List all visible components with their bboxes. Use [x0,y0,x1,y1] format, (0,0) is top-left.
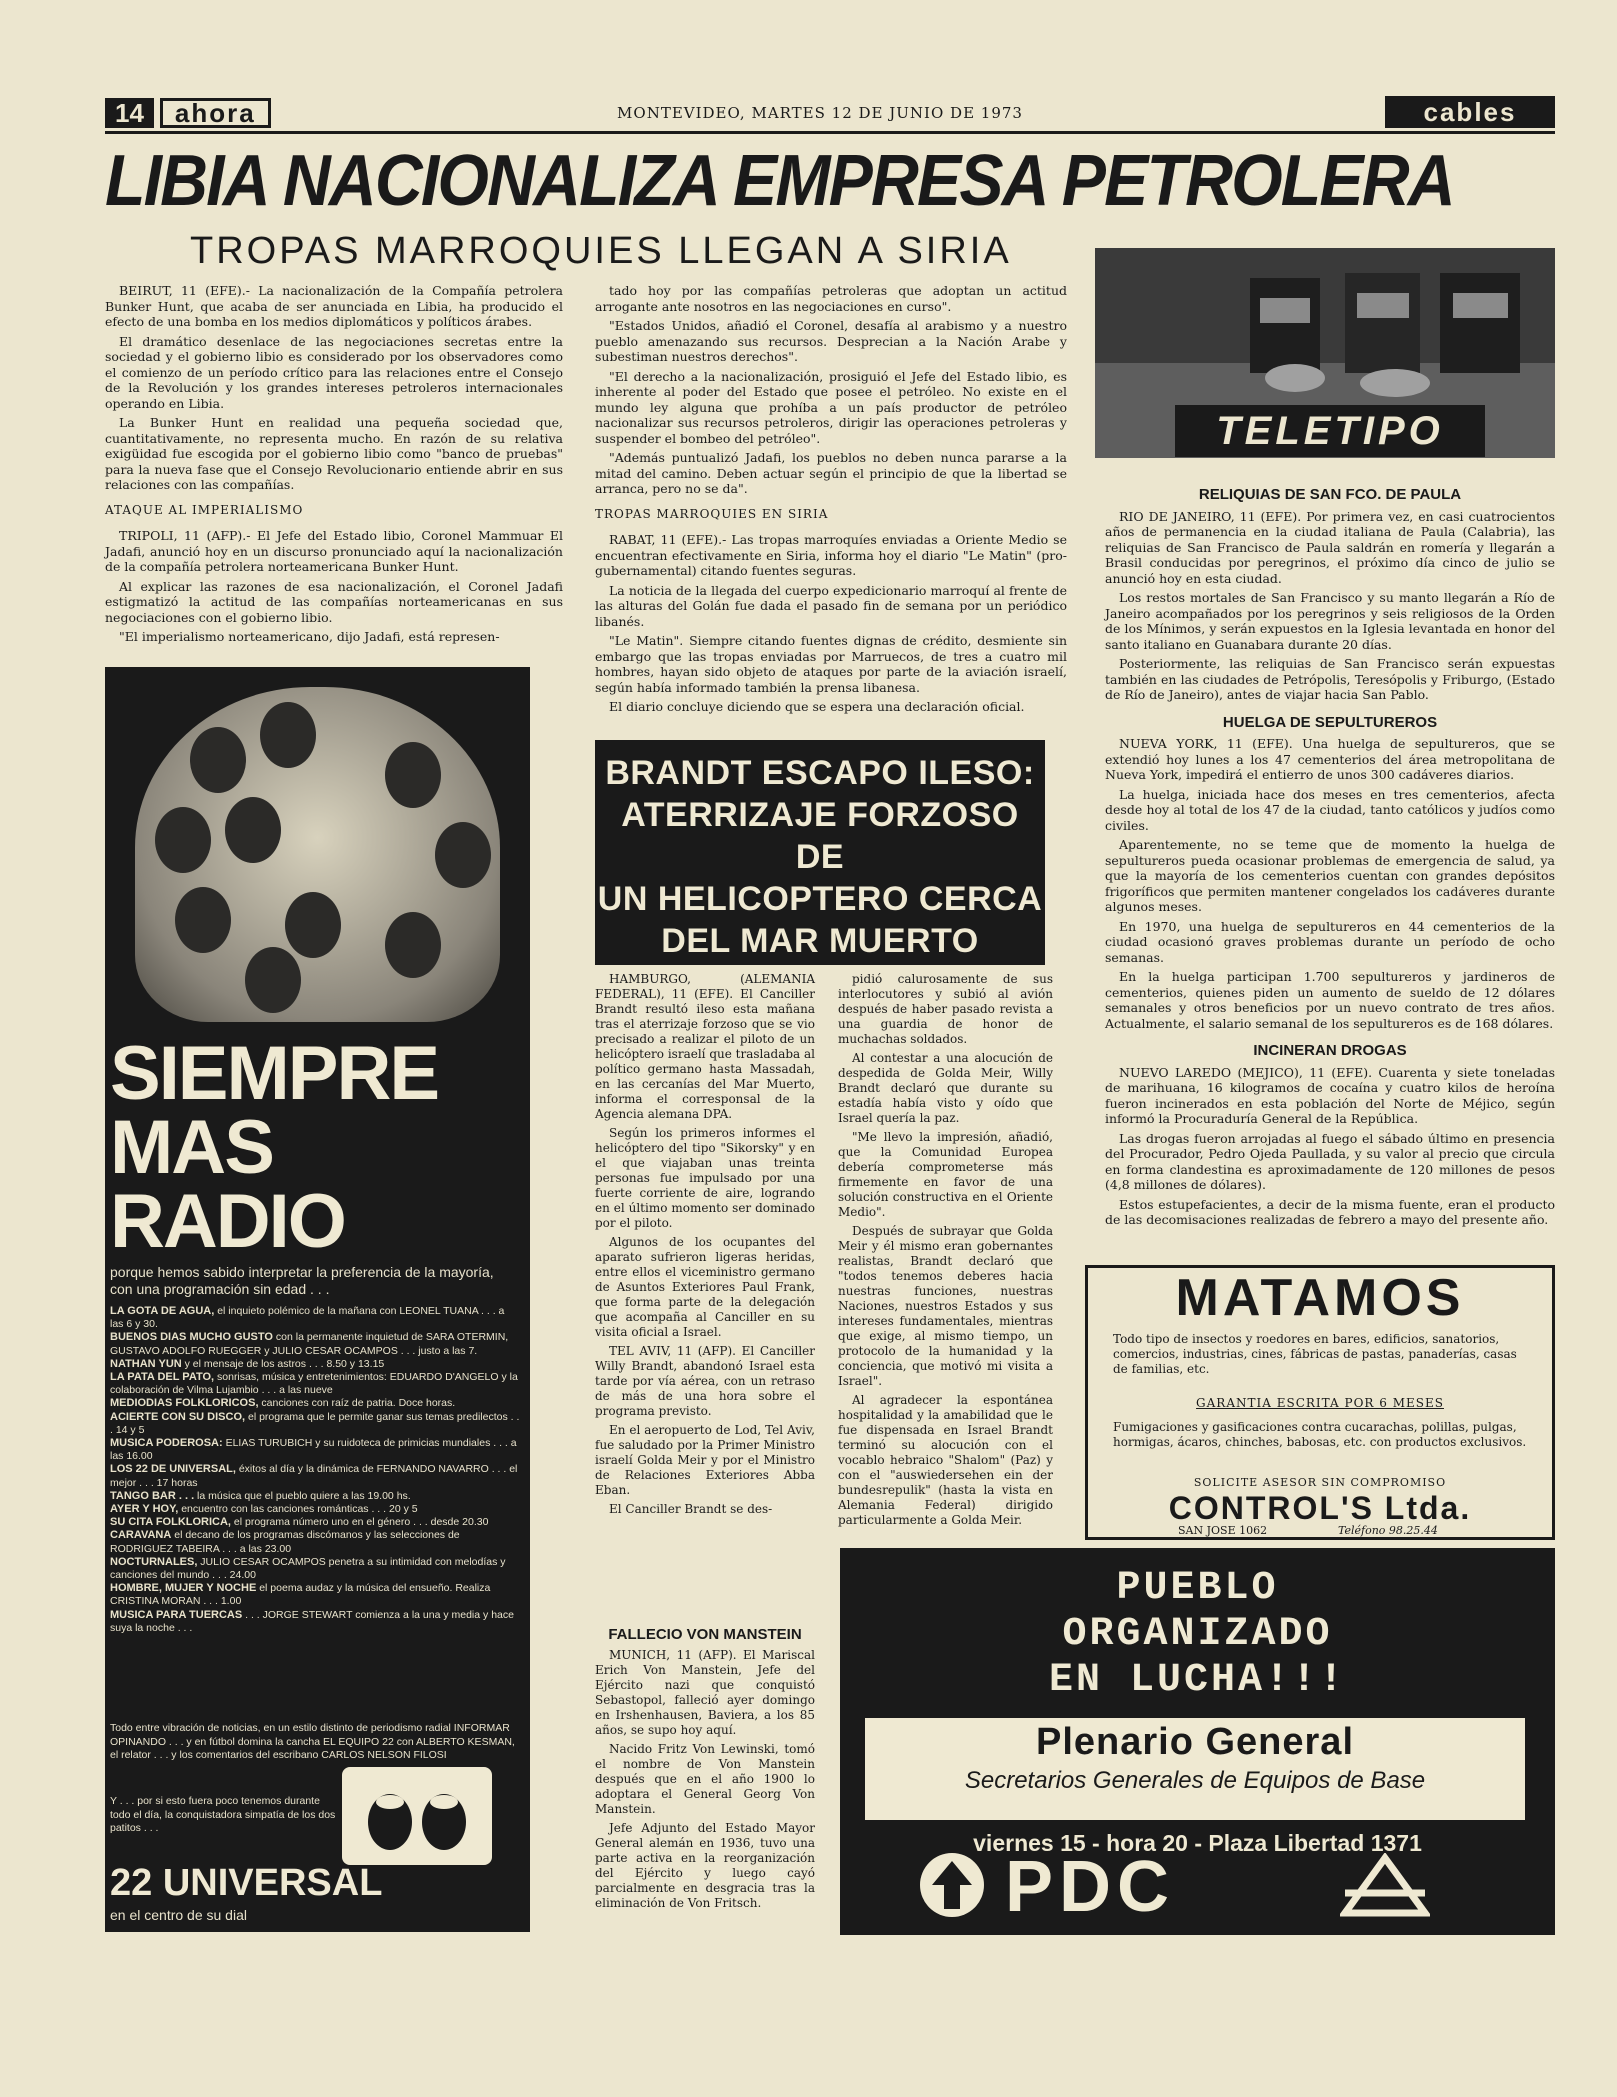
reliquias-heading: RELIQUIAS DE SAN FCO. DE PAULA [1198,486,1462,503]
radio-program-item [110,1305,520,1331]
radio-program-desc: encuentro con las canciones románticas . . . 20 y 5 [178,1503,418,1516]
subheading: TROPAS MARROQUIES EN SIRIA [595,506,829,521]
radio-program-desc: con la permanente inquietud de SARA OTERMIN, GUSTAVO ADOLFO RUEGGER y JULIO CESAR OCAMPOS . . . justo a las 7. [110,1331,509,1357]
article-col3 [1105,475,1555,1232]
radio-program-desc: ELIAS TURUBICH y su ruidoteca de primicias mundiales . . . a las 16.00 [110,1437,517,1463]
radio-program-desc: y el mensaje de los astros . . . 8.50 y 13.15 [181,1357,385,1370]
radio-program-item [110,1331,520,1357]
paragraph: Nacido Fritz Von Lewinski, tomó el nombre de Von Manstein después que en el año 1900 lo adoptara el General Georg Von Manstein. [595,1742,815,1816]
matamos-phone: Teléfono 98.25.44 [1338,1524,1438,1537]
paragraph: En el aeropuerto de Lod, Tel Aviv, fue saludado por la Primer Ministro israelí Golda Meir y por el Ministro de Relaciones Exteriores Abba Eban. [595,1423,815,1497]
paragraph: "Le Matin". Siempre citando fuentes dignas de crédito, desmiente sin embargo que las tropas enviadas por Marruecos, de tres a cuatro mil hombres, hayan sido objeto de ataques por parte de la aviación israelí, según había informado también la prensa libanesa. [595,633,1067,695]
radio-program-item [110,1371,520,1397]
radio-program-name: NATHAN YUN [110,1357,182,1370]
plenario-subtitle: Secretarios Generales de Equipos de Base [964,1767,1426,1794]
radio-program-name: MUSICA PODEROSA: [110,1437,223,1450]
brandt-article-col1 [595,972,815,1521]
paragraph: "El imperialismo norteamericano, dijo Jadafi, está represen- [119,629,500,644]
paragraph: HAMBURGO, (ALEMANIA FEDERAL), 11 (EFE). El Canciller Brandt resultó ileso esta mañana tras el aterrizaje forzoso que se vio precisado a realizar el piloto de un helicóptero israelí que trasladaba al político germano hasta Massadah, en las cercanías del Mar Muerto, informa el corresponsal de la Agencia alemana DPA. [595,972,815,1121]
paragraph: La Bunker Hunt en realidad una pequeña sociedad que, cuantitativamente, no representa mucho. En razón de su relativa exigüidad fue escogida por el gobierno libio como "banco de pruebas" para la nueva fase que el Consejo Revolucionario entiende abrir en sus relaciones con las compañías. [105,415,563,492]
paragraph: Aparentemente, no se teme que de momento la huelga de sepultureros pueda ocasionar problemas de emergencia de salud, ya que la mayoría de los cementerios cuentan con grandes depósitos frigoríficos que permiten mantener congelados los cadáveres durante algunos meses. [1105,837,1555,914]
radio-program-desc: . . . JORGE STEWART comienza a la una y media y hace suya la noche . . . [110,1608,514,1634]
radio-slogan: SIEMPRE MAS RADIO [110,1031,439,1264]
radio-program-item [110,1529,520,1555]
radio-intro: porque hemos sabido interpretar la preferencia de la mayoría, con una programación sin edad . . . [110,1264,494,1297]
radio-program-name: HOMBRE, MUJER Y NOCHE [110,1582,257,1595]
radio-program-item [110,1397,520,1410]
paragraph: Jefe Adjunto del Estado Mayor General alemán en 1936, tuvo una parte activa en la reorganización del Ejército y luego cayó parcialmente en desgracia tras la eliminación de Von Fritsch. [595,1821,815,1910]
radio-program-name: MUSICA PARA TUERCAS [110,1608,243,1621]
radio-program-desc: la música que el pueblo quiere a las 19.00 hs. [194,1489,411,1502]
paragraph: Estos estupefacientes, a decir de la misma fuente, eran el producto de las decomisaciones realizadas de febrero a mayo del presente año. [1105,1196,1555,1227]
brand-logo: ahora [160,98,271,128]
radio-program-desc: JULIO CESAR OCAMPOS penetra a su intimidad con melodías y canciones del mundo . . . 24.00 [110,1555,506,1582]
paragraph: "Estados Unidos, añadió el Coronel, desafía al arabismo y a nuestro pueblo amenazando sus recursos. Desprecian a la Nación Arabe y subestiman nuestros derechos". [595,318,1067,364]
paragraph: NUEVO LAREDO (MEJICO), 11 (EFE). Cuarenta y siete toneladas de marihuana, 16 kilogramos de cocaína y cuatro kilos de heroína fueron incinerados en esta población del Norte de Méjico, según informó la Procuraduría General de la República. [1105,1064,1555,1126]
paragraph: Las drogas fueron arrojadas al fuego el sábado último en presencia del Procurador, Pedro Ojeda Paullada, y su valor al precio que circula en forma clandestina es aproximadamente de 120 millones de pesos (4,8 millones de dólares). [1105,1130,1555,1192]
paragraph: En 1970, una huelga de sepultureros en 44 cementerios de la ciudad ocasionó graves problemas durante un período de ocho semanas. [1105,918,1555,965]
radio-program-name: CARAVANA [110,1529,172,1542]
radio-program-item [110,1516,520,1529]
paragraph: MUNICH, 11 (AFP). El Mariscal Erich Von Manstein, Jefe del Ejército nazi que conquistó Sebastopol, falleció ayer domingo en Irshenhausen, Baviera, a los 85 años, se supo hoy aquí. [595,1648,815,1737]
subheadline: TROPAS MARROQUIES LLEGAN A SIRIA [190,230,1012,272]
paragraph: Después de subrayar que Golda Meir y él mismo eran gobernantes realistas, Brandt declaró que "todos tenemos deberes hacia nuestras funciones, nuestras Naciones, nuestros Estados y sus intereses fundamentales, mientras que exige, al mismo tiempo, un protocolo de la humanidad y la conciencia, que motivó mi visita a Israel". [838,1224,1053,1388]
paragraph: El dramático desenlace de las negociaciones secretas entre la sociedad y el gobierno libio es considerado por los observadores como el comienzo de un período crítico para las relaciones entre el Consejo de la Revolución y los grandes intereses petroleros internacionales operando en Libia. [105,333,563,411]
article-libia-col2 [595,283,1067,719]
radio-program-name: ACIERTE CON SU DISCO, [110,1410,246,1423]
paragraph: TRIPOLI, 11 (AFP).- El Jefe del Estado libio, Coronel Mammuar El Jadafi, anunció hoy en un discurso pronunciado aquí la nacionalización de la compañía petrolera norteamericana Bunker Hunt. [105,528,563,574]
manstein-heading: FALLECIO VON MANSTEIN [608,1626,802,1643]
radio-program-name: MEDIODIAS FOLKLORICOS, [110,1397,259,1410]
radio-universal-ad [105,667,530,1932]
paragraph: RIO DE JANEIRO, 11 (EFE). Por primera vez, en casi cuatrocientos años de permanencia en la ciudad italiana de Paula (Calabria), las reliquias de San Francisco de Paula saldrán en romería y llegarán a Brasil conducidas por peregrinos, el próximo día cinco de julio se anunció hoy en esta ciudad. [1105,508,1555,586]
paragraph: tado hoy por las compañías petroleras que adoptan un actitud arrogante ante nosotros en las negociaciones en curso". [595,283,1067,314]
matamos-company: CONTROL'S Ltda. [1168,1490,1472,1526]
radio-footer-text: Todo entre vibración de noticias, en un estilo distinto de periodismo radial INFORMAR OPINANDO . . . y en fútbol domina la cancha EL EQUIPO 22 con ALBERTO KESMAN, el relator . . . y los comentarios del escribano CARLOS NELSON FILOSI [110,1722,515,1761]
teletipo-label: TELETIPO [1175,405,1485,457]
radio-patitos-text: Y . . . por si esto fuera poco tenemos durante todo el día, la conquistadora simpatía de los dos patitos . . . [110,1795,336,1834]
radio-program-item [110,1582,520,1608]
manstein-article [595,1615,815,1915]
pdc-emblem-icon [1340,1853,1430,1923]
article-libia-col1 [105,283,563,649]
matamos-guarantee: GARANTIA ESCRITA POR 6 MESES [1196,1396,1444,1410]
paragraph: Al explicar las razones de esa nacionalización, el Coronel Jadafi estigmatizó la actitud de las compañías norteamericanas en sus negociaciones con el gobierno libio. [105,578,563,625]
ducks-cartoon [342,1767,492,1865]
radio-program-desc: sonrisas, música y entretenimientos: EDUARDO D'ANGELO y la colaboración de Vilma Lujambio . . . a las nueve [110,1371,518,1397]
paragraph: NUEVA YORK, 11 (EFE). Una huelga de sepultureros, que se extendió hoy lunes a los 47 cementerios del área metropolitana de Nueva York, impedirá el entierro de unos 300 cadáveres diarios. [1105,736,1555,782]
radio-program-desc: el programa que le permite ganar sus temas predilectos . . . 14 y 5 [110,1410,520,1436]
radio-program-list [110,1305,520,1635]
pdc-name: PDC [1005,1847,1176,1927]
radio-program-name: AYER Y HOY, [110,1503,179,1516]
paragraph: En la huelga participan 1.700 sepultureros y jardineros de cementerios, quienes piden un aumento de sueldo de 12 dólares semanales y otros beneficios por un nuevo contrato de tres años. Actualmente, el salario semanal de los sepultureros es de 168 dólares. [1105,969,1555,1031]
matamos-solicit: SOLICITE ASESOR SIN COMPROMISO [1193,1476,1447,1489]
paragraph: Algunos de los ocupantes del aparato sufrieron ligeras heridas, entre ellos el viceministro germano de Asuntos Exteriores Paul Frank, que forma parte de la delegación que acompaña al Canciller en su visita oficial a Israel. [595,1235,815,1339]
paragraph: Posteriormente, las reliquias de San Francisco serán expuestas también en las ciudades de Petrópolis, Teresópolis y Friburgo, (Estado de Río de Janeiro), antes de viajar hacia San Pablo. [1105,656,1555,702]
radio-program-item [110,1463,520,1489]
paragraph: Al agradecer la espontánea hospitalidad y la amabilidad que le fue dispensada en Israel Brandt terminó su alocución con el vocablo hebraico "Shalom" (Paz) y con el "auswiedersehen ein der bundesrepulik" (hasta la vista en Alemania Federal) dirigido particularmente a Golda Meir. [838,1393,1053,1527]
radio-program-item [110,1358,520,1371]
paragraph: La huelga, iniciada hace dos meses en tres cementerios, afecta desde hoy al total de los 47 de la ciudad, tanto católicos y judíos como civiles. [1105,786,1555,833]
paragraph: pidió calurosamente de sus interlocutores y subió al avión después de haber pasado revista a una guardia de honor de muchachas soldados. [838,972,1053,1046]
huelga-heading: HUELGA DE SEPULTUREROS [1222,713,1438,731]
dateline: MONTEVIDEO, MARTES 12 DE JUNIO DE 1973 [617,104,1023,122]
radio-program-item [110,1411,520,1437]
paragraph: BEIRUT, 11 (EFE).- La nacionalización de la Compañía petrolera Bunker Hunt, que acaba de ser anunciada en Libia, ha producido el efecto de una bomba en los medios diplomáticos y políticos árabes. [105,283,563,329]
radio-program-name: LA GOTA DE AGUA, [110,1305,215,1317]
paragraph: La noticia de la llegada del cuerpo expedicionario marroquí al frente de las alturas del Golán fue dada el pasado fin de semana por un periódico libanés. [595,582,1067,629]
drogas-heading: INCINERAN DROGAS [1253,1042,1407,1059]
arrow-up-icon [920,1853,984,1917]
plenario-box [865,1718,1525,1820]
radio-program-desc: el decano de los programas discómanos y las selecciones de RODRIGUEZ TABEIRA . . . a las 23.00 [110,1529,460,1555]
radio-program-item [110,1490,520,1503]
paragraph: El diario concluye diciendo que se espera una declaración oficial. [609,699,1025,714]
matamos-address: SAN JOSE 1062 [1178,1524,1268,1537]
radio-program-item [110,1609,520,1635]
section-label: cables [1385,96,1555,128]
radio-program-name: TANGO BAR . . . [110,1489,195,1502]
radio-program-name: NOCTURNALES, [110,1555,198,1568]
brandt-article-col2 [838,972,1053,1532]
radio-program-item [110,1503,520,1516]
radio-dial-text: en el centro de su dial [110,1907,247,1923]
main-headline: LIBIA NACIONALIZA EMPRESA PETROLERA [105,141,1454,221]
matamos-title: MATAMOS [1175,1269,1465,1327]
radio-program-item [110,1556,520,1582]
radio-program-desc: éxitos al día y la dinámica de FERNANDO NAVARRO . . . el mejor . . . 17 horas [110,1463,518,1489]
paragraph: "Además puntualizó Jadafi, los pueblos no deben nunca pararse a la mitad del camino. Deben actuar según el principio de que la libertad se arranca, pero no se da". [595,450,1067,496]
radio-program-name: BUENOS DIAS MUCHO GUSTO [110,1331,273,1344]
matamos-body: Todo tipo de insectos y roedores en bares, edificios, sanatorios, comercios, industrias, cines, fábricas de pastas, panaderías, casas de familias, etc. [1113,1332,1517,1376]
paragraph: RABAT, 11 (EFE).- Las tropas marroquíes enviadas a Oriente Medio se encuentran efectivamente en Siria, informa hoy el diario "Le Matin" (pro-gubernamental) citando fuentes seguras. [595,532,1067,578]
plenario-title: Plenario General [1035,1721,1354,1763]
masthead-rule [105,131,1555,134]
plenario-date: viernes 15 - hora 20 - Plaza Libertad 1371 [973,1830,1422,1856]
page-number: 14 [105,98,154,128]
radio-staff-photo [135,687,500,1022]
masthead-left [105,98,271,128]
pdc-ad [840,1548,1555,1935]
paragraph: "Me llevo la impresión, añadió, que la Comunidad Europea debería comprometerse más firmemente en favor de una solución constructiva en el Oriente Medio". [838,1130,1053,1219]
paragraph: "El derecho a la nacionalización, prosiguió el Jefe del Estado libio, es inherente al poder del Estado que posee el petróleo. No existe en el mundo ley alguna que prohíba a un país productor de petróleo nacionalizar sus recursos petroleros, dirigir las operaciones petroleras y suspender el bombeo del petróleo". [595,368,1067,446]
radio-program-item [110,1437,520,1463]
matamos-ad [1085,1265,1555,1540]
radio-program-desc: canciones con raíz de patria. Doce horas. [258,1397,456,1410]
paragraph: Al contestar a una alocución de despedida de Golda Meir, Willy Brandt declaró que durante su estadía había visto y oído que Israel quería la paz. [838,1051,1053,1125]
paragraph: El Canciller Brandt se des- [609,1502,773,1516]
radio-program-desc: el inquieto polémico de la mañana con LEONEL TUANA . . . a las 6 y 30. [110,1305,505,1331]
pdc-slogan: PUEBLO ORGANIZADO EN LUCHA!!! [1048,1566,1347,1703]
radio-program-desc: el programa número uno en el género . . . desde 20.30 [231,1516,489,1529]
paragraph: Los restos mortales de San Francisco y su manto llegarán a Río de Janeiro acompañados por los peregrinos y seis religiosos de la Orden de los Mínimos, y serán expuestos en la Iglesia levantada en honor del santo italiano en Guanabara durante 20 días. [1105,590,1555,652]
paragraph: Según los primeros informes el helicóptero del tipo "Sikorsky" y en el que viajaban unas treinta personas fue impulsado por una fuerte corriente de aire, logrando en el último momento ser dominado por el piloto. [595,1126,815,1230]
brandt-headline-box: BRANDT ESCAPO ILESO: ATERRIZAJE FORZOSO DE UN HELICOPTERO CERCA DEL MAR MUERTO [595,740,1045,965]
subheading: ATAQUE AL IMPERIALISMO [105,502,304,517]
paragraph: TEL AVIV, 11 (AFP). El Canciller Willy Brandt, abandonó Israel esta tarde por vía aérea, con un retraso de más de una hora sobre el programa previsto. [595,1344,815,1418]
matamos-services: Fumigaciones y gasificaciones contra cucarachas, polillas, pulgas, hormigas, ácaros, chinches, babosas, etc. con productos exclusivos. [1113,1420,1527,1449]
radio-program-name: SU CITA FOLKLORICA, [110,1516,231,1529]
radio-program-name: LA PATA DEL PATO, [110,1371,215,1384]
radio-program-desc: el poema audaz y la música del ensueño. Realiza CRISTINA MORAN . . . 1.00 [110,1582,491,1608]
radio-brand: 22 UNIVERSAL [110,1862,383,1904]
radio-program-name: LOS 22 DE UNIVERSAL, [110,1463,236,1476]
